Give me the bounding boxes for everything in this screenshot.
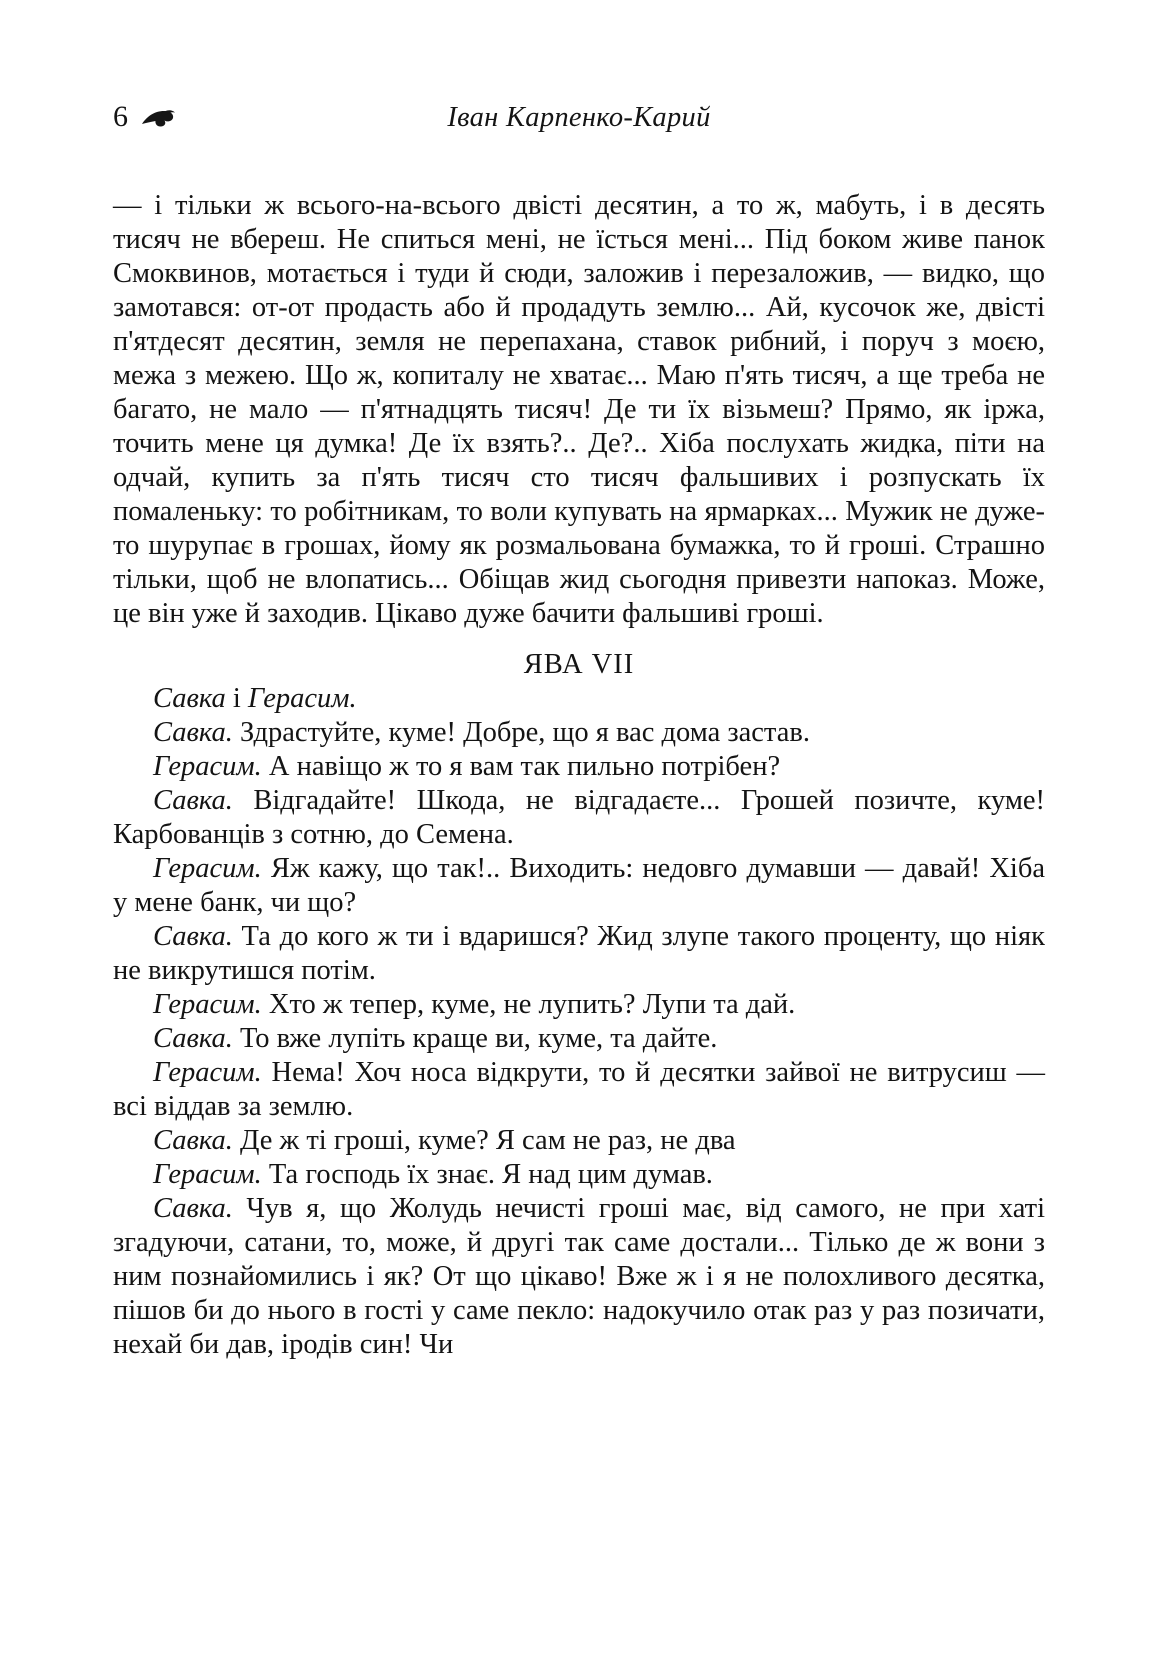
speaker-name: Герасим. <box>153 853 262 884</box>
cast-name-gerasym: Герасим. <box>247 683 357 714</box>
dialogue-line: Герасим. А навіщо ж то я вам так пильно потрібен? <box>153 751 781 782</box>
fleuron-icon <box>140 108 176 130</box>
dialogue-line: Савка. Здрастуйте, куме! Добре, що я вас дома застав. <box>153 717 810 748</box>
dialogue-line: Савка. Відгадайте! Шкода, не відгадаєте... Грошей позичте, куме! Карбованців з сотню, до Семена. <box>113 785 1045 850</box>
speaker-name: Савка. <box>153 1023 233 1054</box>
dialogue-line: Савка. Та до кого ж ти і вдаришся? Жид злупе такого проценту, що ніяк не викрутишся потім. <box>113 921 1045 986</box>
page-number: 6 <box>113 100 128 133</box>
dialogue-line: Савка. То вже лупіть краще ви, куме, та дайте. <box>153 1023 718 1054</box>
speaker-name: Герасим. <box>153 989 262 1020</box>
dialogue-line: Герасим. Нема! Хоч носа відкрути, то й десятки зайвої не витрусиш — всі віддав за землю. <box>113 1057 1045 1122</box>
scene-heading: ЯВА VII <box>523 649 635 680</box>
speaker-name: Савка. <box>153 921 233 952</box>
cast-line <box>113 682 1045 716</box>
dialogue-line: Герасим. Та господь їх знає. Я над цим думав. <box>153 1159 713 1190</box>
running-title: Іван Карпенко-Карий <box>447 102 711 133</box>
speaker-name: Савка. <box>153 1125 233 1156</box>
speaker-name: Савка. <box>153 717 233 748</box>
dialogue-line: Герасим. Хто ж тепер, куме, не лупить? Лупи та дай. <box>153 989 796 1020</box>
speaker-name: Савка. <box>153 1193 233 1224</box>
monologue-paragraph: — і тільки ж всього-на-всього двісті десятин, а то ж, мабуть, і в десять тисяч не вбереш. Не спиться мені, не їсться мені... Під боком живе панок Смоквинов, мотається і туди й сюди, заложив і перезаложив, — видко, що замотався: от-от продасть або й продадуть землю... Ай, кусочок же, двісті п'ятдесят десятин, земля не перепахана, ставок рибний, і поруч з моєю, межа з межею. Що ж, копиталу не хватає... Маю п'ять тисяч, а ще треба не багато, не мало — п'ятнадцять тисяч! Де ти їх візьмеш? Прямо, як іржа, точить мене ця думка! Де їх взять?.. Де?.. Хіба послухать жидка, піти на одчай, купить за п'ять тисяч сто тисяч фальшивих і розпускать їх помаленьку: то робітникам, то воли купувать на ярмарках... Мужик не дуже-то шурупає в грошах, йому як розмальована бумажка, то й гроші. Страшно тільки, щоб не влопатись... Обіщав жид сьогодня привезти напоказ. Може, це він уже й заходив. Цікаво дуже бачити фальшиві гроші. <box>113 190 1045 629</box>
cast-conjunction: і <box>225 683 248 714</box>
speaker-name: Герасим. <box>153 1057 262 1088</box>
speaker-name: Савка. <box>153 785 233 816</box>
dialogue-line: Савка. Чув я, що Жолудь нечисті гроші має, від самого, не при хаті згадуючи, сатани, то, може, й другі так саме достали... Тілько де ж вони з ним познайомились і як? От що цікаво! Вже ж і я не полохливого десятка, пішов би до нього в гості у саме пекло: надокучило отак раз у раз позичати, нехай би дав, іродів син! Чи <box>113 1193 1045 1360</box>
cast-name-savka: Савка <box>153 683 226 714</box>
dialogue-line: Савка. Де ж ті гроші, куме? Я сам не раз, не два <box>153 1125 736 1156</box>
speaker-name: Герасим. <box>153 1159 262 1190</box>
dialogue-line: Герасим. Яж кажу, що так!.. Виходить: недовго думавши — давай! Хіба у мене банк, чи що? <box>113 853 1045 918</box>
folio <box>113 100 263 134</box>
page-header <box>113 100 1045 135</box>
page-body <box>113 189 1045 1362</box>
speaker-name: Герасим. <box>153 751 262 782</box>
dialogue-block <box>113 716 1045 1362</box>
